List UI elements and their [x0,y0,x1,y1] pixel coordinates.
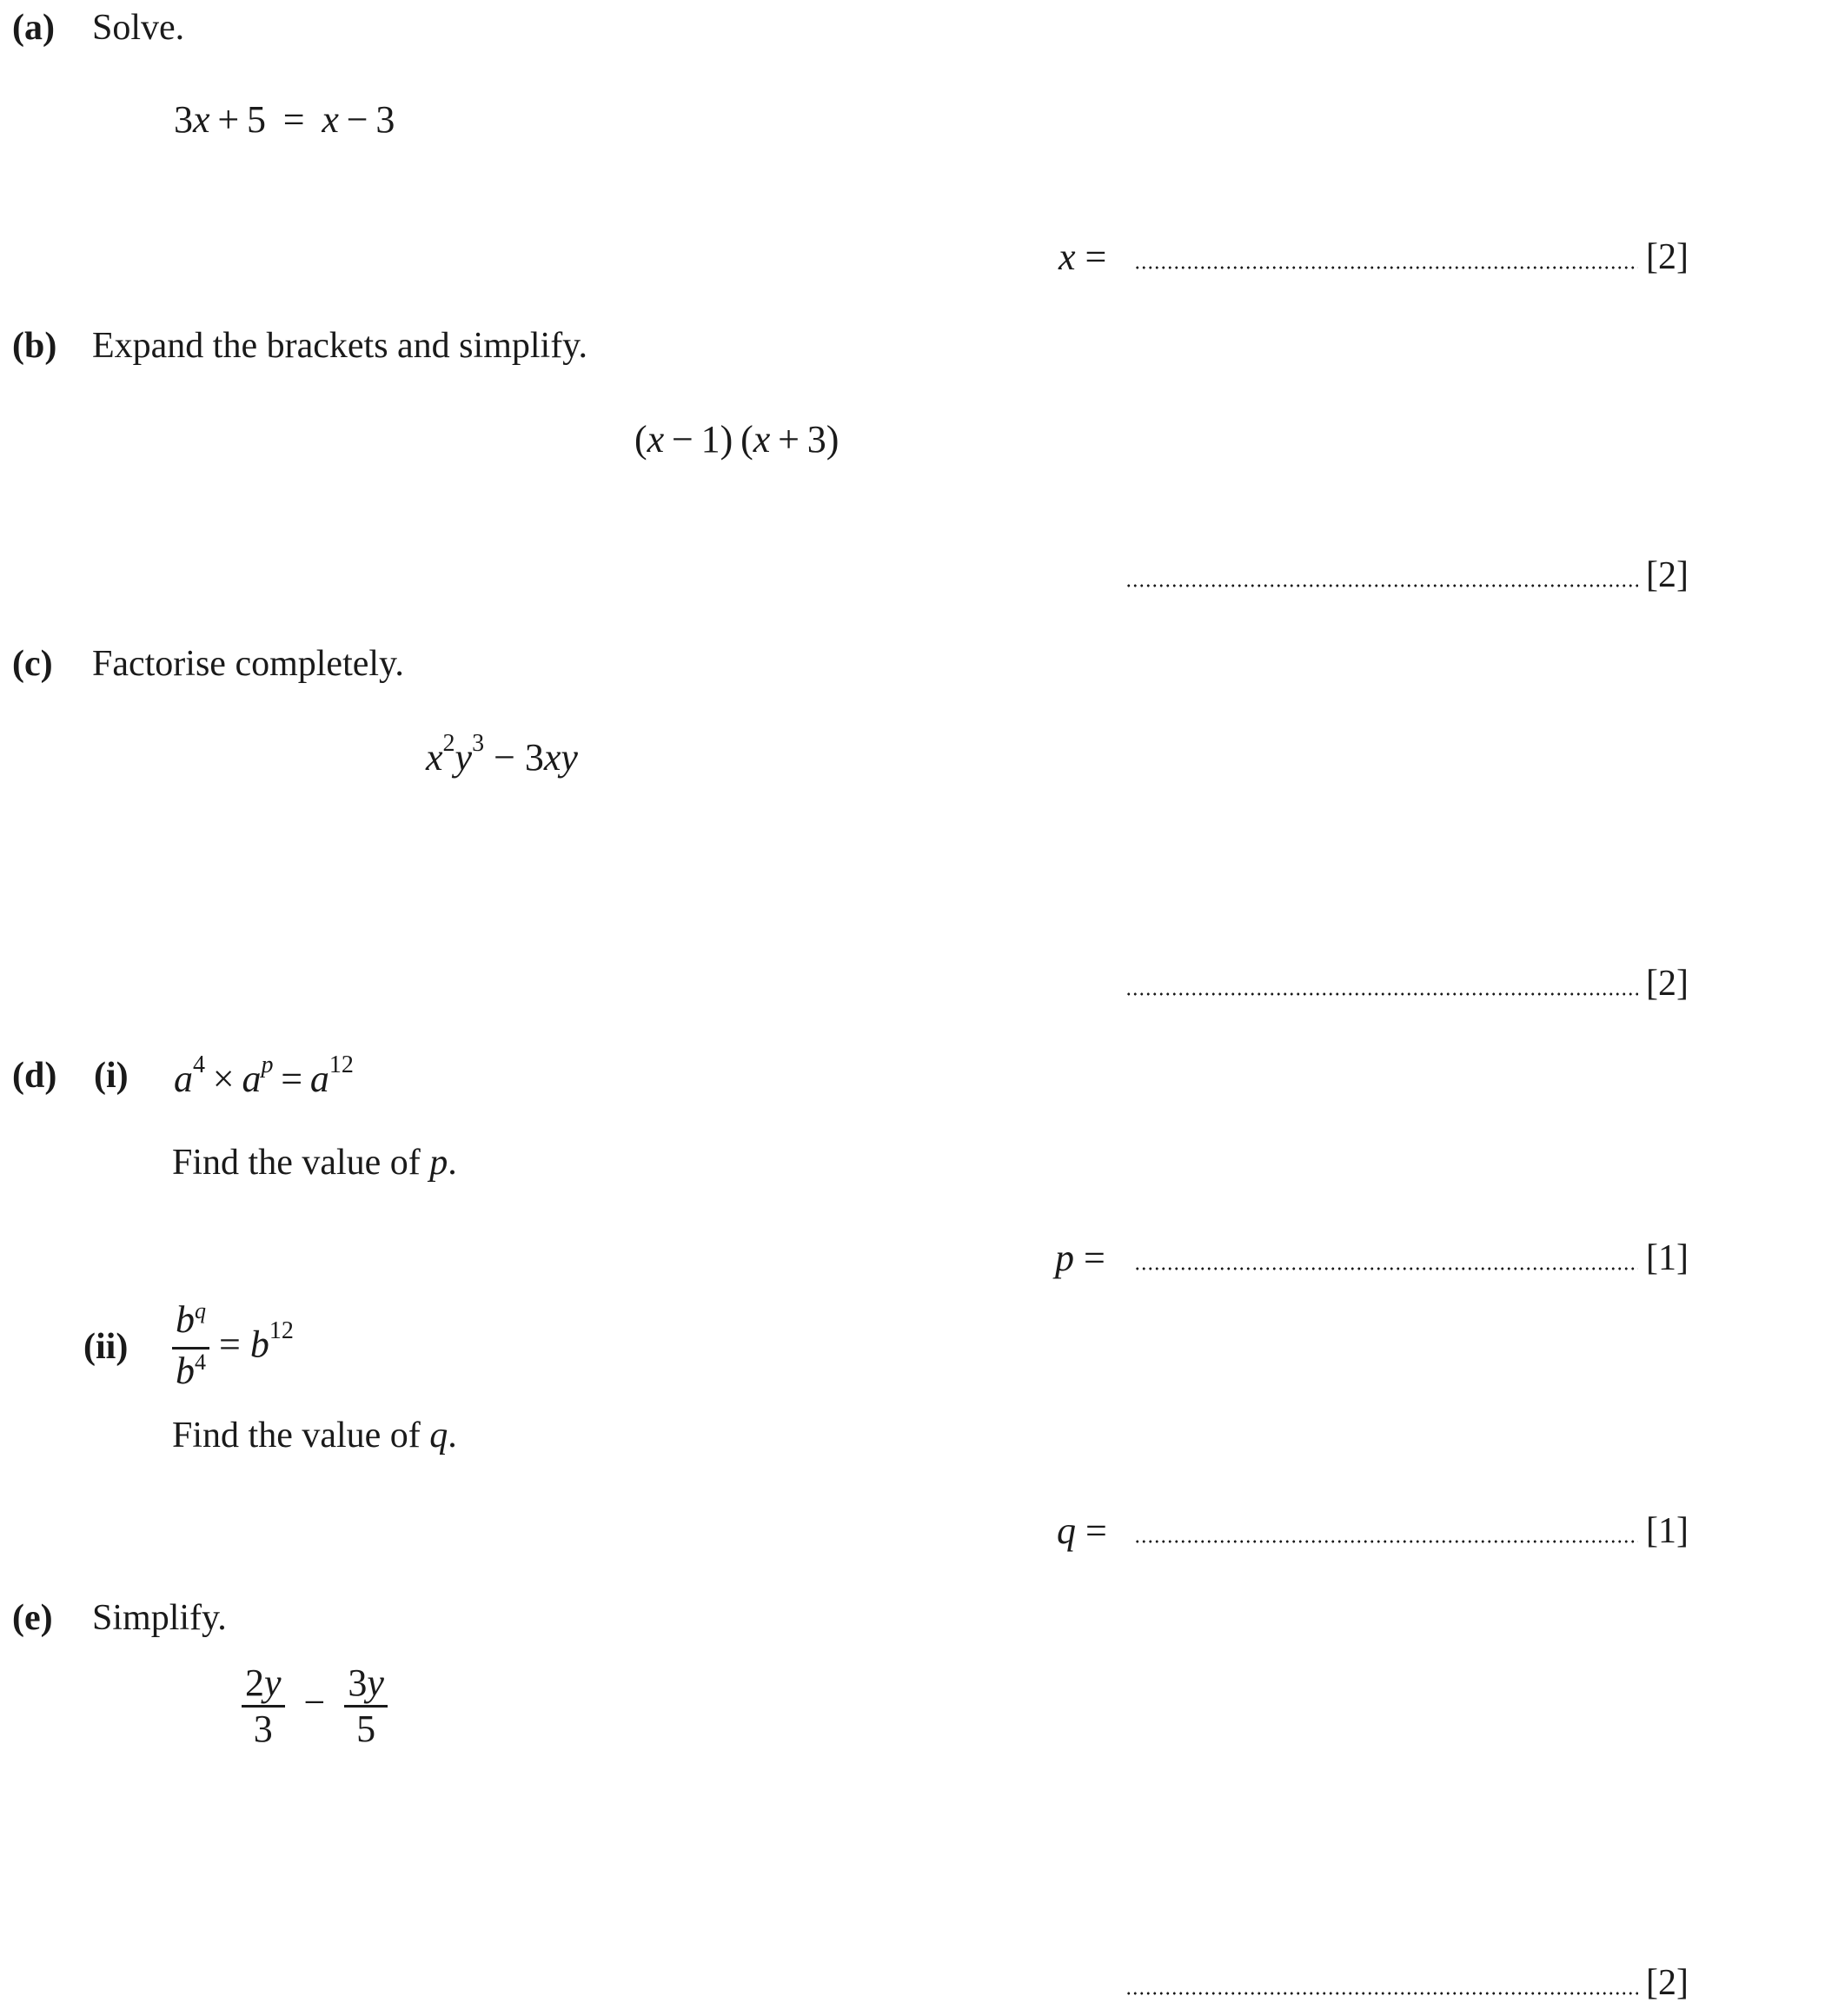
part-d-ii-answer-label: q = [1057,1509,1107,1552]
part-a-marks: [2] [1646,237,1689,277]
part-b-expression: (x − 1) (x + 3) [634,418,840,461]
part-d-i-answer-line[interactable] [1134,1267,1638,1270]
part-a-answer-label: x = [1058,235,1107,278]
part-b-answer-line[interactable] [1125,584,1638,587]
part-e-marks: [2] [1646,1963,1689,2003]
part-d-i-label: (i) [94,1056,129,1096]
part-a-instruction: Solve. [92,8,185,48]
part-d-ii-label: (ii) [83,1327,129,1367]
part-a-label: (a) [12,8,55,48]
part-c-expression: $x^2y^3 - 3xy$ [426,730,578,779]
part-b-label: (b) [12,326,57,366]
part-d-ii-instruction: Find the value of q. [172,1416,457,1456]
part-c-answer-line[interactable] [1125,992,1638,996]
part-d-i-instruction: Find the value of p. [172,1143,457,1183]
part-d-i-answer-label: p = [1055,1237,1105,1279]
part-d-label: (d) [12,1056,57,1096]
part-e-answer-line[interactable] [1125,1992,1638,1995]
part-a-answer-line[interactable] [1134,266,1638,269]
part-d-ii-answer-line[interactable] [1134,1540,1638,1543]
part-e-instruction: Simplify. [92,1598,227,1638]
part-a-equation: 3x + 5 = x − 3 [174,98,395,141]
part-d-i-equation: $a^4 \times a^p = a^{12}$ [174,1051,354,1100]
part-b-marks: [2] [1646,555,1689,595]
part-c-label: (c) [12,644,53,684]
part-d-i-marks: [1] [1646,1238,1689,1278]
part-c-instruction: Factorise completely. [92,644,404,684]
part-b-instruction: Expand the brackets and simplify. [92,326,587,366]
part-c-marks: [2] [1646,964,1689,1004]
part-e-expression: $\frac{2y}{3}$ − $\frac{3y}{5}$ [242,1661,388,1751]
part-e-label: (e) [12,1598,53,1638]
part-d-ii-equation: $\frac{b^q}{b^4}$ = $b^{12}$ [172,1298,294,1398]
part-d-ii-marks: [1] [1646,1511,1689,1551]
